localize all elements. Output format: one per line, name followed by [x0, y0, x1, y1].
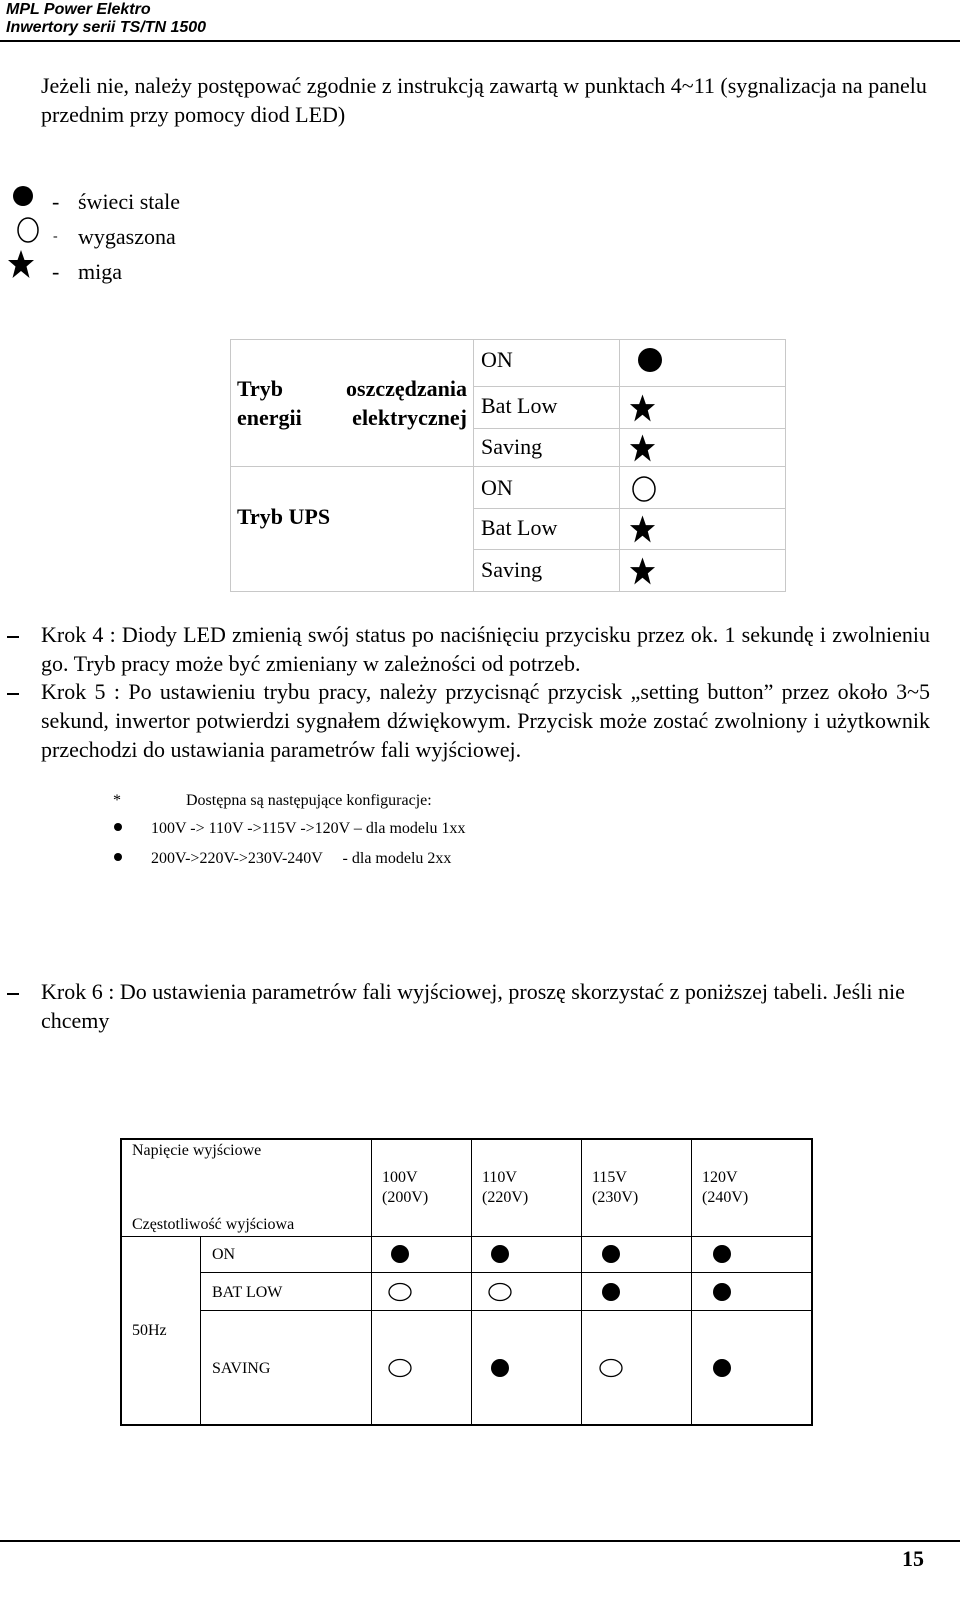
header-frequency: Częstotliwość wyjściowa: [132, 1216, 295, 1233]
mode-row-label: Saving: [481, 434, 543, 459]
row-label-saving: SAVING: [212, 1360, 271, 1377]
step-4: Krok 4 : Diody LED zmienią swój status po naciśnięciu przycisku przez ok. 1 sekundę i zwolnieniu go. Tryb pracy może być zmieniany w zależności od potrzeb.: [41, 622, 930, 676]
empty-circle-icon: [387, 1358, 413, 1378]
bullet-dash: [7, 993, 19, 995]
intro-paragraph: Jeżeli nie, należy postępować zgodnie z instrukcją zawartą w punktach 4~11 (sygnalizacja na panelu przednim przy pomocy diod LED): [41, 73, 927, 127]
footer-rule: [0, 1540, 960, 1542]
column-voltage-4: 120V (240V): [702, 1169, 749, 1206]
row-label-on: ON: [212, 1246, 236, 1263]
bullet-dash: [7, 636, 19, 638]
legend-filled-circle-icon: [11, 184, 35, 208]
column-voltage-1: 100V (200V): [382, 1169, 429, 1206]
empty-circle-icon: [598, 1358, 624, 1378]
header-company: MPL Power Elektro: [6, 1, 151, 18]
mode-row-label: Saving: [481, 557, 543, 582]
mode-group-saving-name-text: Tryb oszczędzania energii elektrycznej: [237, 376, 467, 430]
empty-circle-icon: [487, 1282, 513, 1302]
empty-circle-icon: [631, 475, 657, 503]
mode-row-label: Bat Low: [481, 393, 558, 418]
mode-group-ups-name: Tryb UPS: [237, 504, 331, 529]
config-item-1xx: 100V -> 110V ->115V ->120V – dla modelu 1xx: [151, 820, 466, 837]
filled-circle-icon: [490, 1358, 510, 1378]
legend-dash: -: [53, 229, 58, 244]
config-star: *: [113, 792, 121, 809]
header-subtitle: Inwertory serii TS/TN 1500: [6, 19, 207, 36]
mode-row-label: ON: [481, 347, 513, 372]
step-5: Krok 5 : Po ustawieniu trybu pracy, należy przycisnąć przycisk „setting button” przez około 3~5 sekund, inwertor potwierdzi sygnałem dźwiękowym. Przycisk może zostać zwolniony i użytkownik przechodzi do ustawiania parametrów fali wyjściowej.: [41, 679, 930, 762]
row-label-bat-low: BAT LOW: [212, 1284, 283, 1301]
mode-row-label: ON: [481, 475, 513, 500]
column-voltage-2: 110V (220V): [482, 1169, 529, 1206]
step-6: Krok 6 : Do ustawienia parametrów fali wyjściowej, proszę skorzystać z poniższej tabeli. Jeśli nie chcemy: [41, 979, 905, 1033]
legend-star-icon: [7, 249, 35, 279]
legend-dash: -: [52, 189, 60, 214]
filled-circle-icon: [490, 1244, 510, 1264]
legend-text-steady: świeci stale: [78, 189, 181, 214]
legend-empty-circle-icon: [16, 216, 40, 244]
bullet-dot: [114, 823, 122, 831]
legend-dash: -: [52, 259, 60, 284]
star-icon: [629, 433, 656, 463]
filled-circle-icon: [601, 1282, 621, 1302]
page-number: 15: [902, 1546, 924, 1571]
header-voltage: Napięcie wyjściowe: [132, 1142, 262, 1159]
star-icon: [629, 514, 656, 544]
filled-circle-icon: [637, 347, 663, 373]
filled-circle-icon: [712, 1244, 732, 1264]
filled-circle-icon: [601, 1244, 621, 1264]
legend-text-blinking: miga: [78, 259, 122, 284]
filled-circle-icon: [390, 1244, 410, 1264]
frequency-label: 50Hz: [132, 1322, 167, 1339]
empty-circle-icon: [387, 1282, 413, 1302]
bullet-dash: [7, 693, 19, 695]
bullet-dot: [114, 853, 122, 861]
legend-text-off: wygaszona: [78, 224, 176, 249]
column-voltage-3: 115V (230V): [592, 1169, 639, 1206]
config-item-2xx: 200V->220V->230V-240V - dla modelu 2xx: [151, 850, 452, 867]
star-icon: [629, 556, 656, 586]
star-icon: [629, 393, 656, 423]
header-rule: [0, 40, 960, 42]
mode-row-label: Bat Low: [481, 515, 558, 540]
filled-circle-icon: [712, 1282, 732, 1302]
config-heading: Dostępna są następujące konfiguracje:: [186, 792, 432, 809]
mode-group-saving-name: [237, 374, 467, 432]
filled-circle-icon: [712, 1358, 732, 1378]
